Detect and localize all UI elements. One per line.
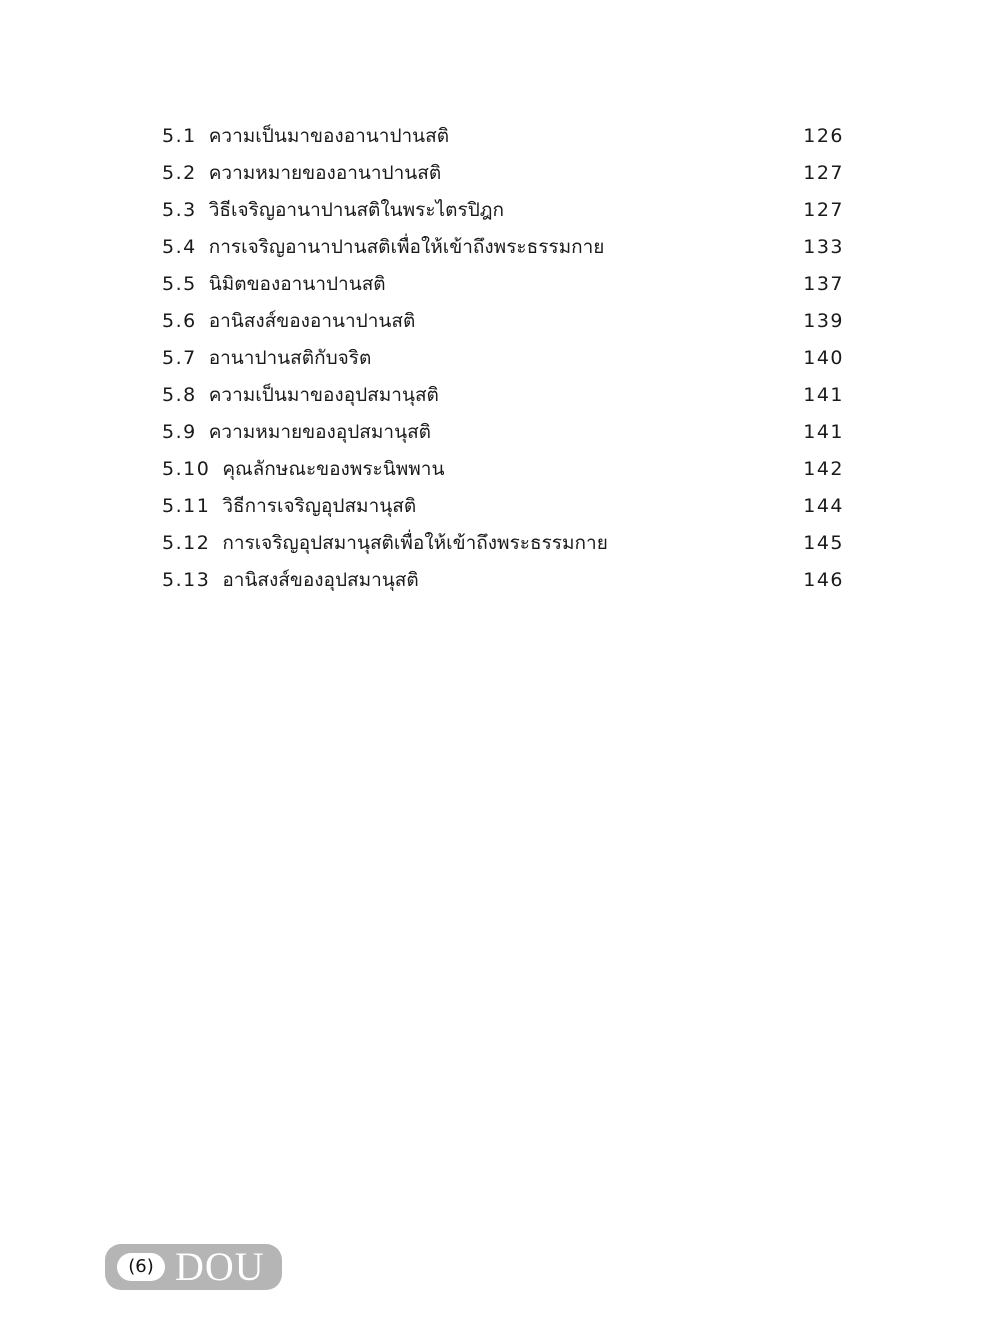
toc-entry-page: 127	[803, 162, 844, 184]
toc-entry-title: อานาปานสติกับจริต	[208, 347, 372, 369]
toc-entry-page: 137	[803, 273, 844, 295]
toc-entry-title: อานิสงส์ของอานาปานสติ	[208, 310, 416, 332]
toc-entry-number: 5.13	[162, 569, 211, 591]
footer-page-badge	[105, 1244, 282, 1290]
toc-entry	[162, 525, 844, 562]
toc-entry	[162, 229, 844, 266]
toc-entry-number: 5.5	[162, 273, 197, 295]
toc-entry-title: นิมิตของอานาปานสติ	[208, 273, 386, 295]
toc-entry-number: 5.10	[162, 458, 211, 480]
toc-entry-page: 146	[803, 569, 844, 591]
toc-entry-number: 5.12	[162, 532, 211, 554]
toc-entry-page: 127	[803, 199, 844, 221]
toc-entry-page: 133	[803, 236, 844, 258]
toc-entry-number: 5.9	[162, 421, 197, 443]
toc-entry-title: การเจริญอุปสมานุสติเพื่อให้เข้าถึงพระธรรมกาย	[222, 532, 608, 554]
toc-entry	[162, 377, 844, 414]
toc-entry	[162, 562, 844, 599]
toc-entry-page: 141	[803, 421, 844, 443]
toc-entry-number: 5.8	[162, 384, 197, 406]
toc-entry	[162, 451, 844, 488]
toc-entry-number: 5.11	[162, 495, 211, 517]
toc-entry	[162, 303, 844, 340]
toc-entry-number: 5.4	[162, 236, 197, 258]
toc-entry-title: ความเป็นมาของอานาปานสติ	[208, 125, 450, 147]
page-number: (6)	[117, 1253, 165, 1281]
toc-entry-number: 5.1	[162, 125, 197, 147]
toc-entry-page: 126	[803, 125, 844, 147]
toc-entry-page: 141	[803, 384, 844, 406]
toc-entry	[162, 266, 844, 303]
toc-entry	[162, 155, 844, 192]
dou-logo: DOU	[175, 1244, 265, 1289]
toc-entry-page: 140	[803, 347, 844, 369]
table-of-contents	[162, 118, 844, 599]
toc-entry-number: 5.7	[162, 347, 197, 369]
toc-entry	[162, 414, 844, 451]
toc-entry	[162, 118, 844, 155]
toc-entry	[162, 192, 844, 229]
toc-entry-page: 139	[803, 310, 844, 332]
toc-entry-title: คุณลักษณะของพระนิพพาน	[222, 458, 445, 480]
toc-entry-title: การเจริญอานาปานสติเพื่อให้เข้าถึงพระธรรมกาย	[208, 236, 605, 258]
toc-entry	[162, 488, 844, 525]
toc-entry-number: 5.2	[162, 162, 197, 184]
toc-entry-number: 5.6	[162, 310, 197, 332]
toc-entry-title: วิธีการเจริญอุปสมานุสติ	[222, 495, 417, 517]
toc-entry-title: วิธีเจริญอานาปานสติในพระไตรปิฎก	[208, 199, 505, 221]
toc-entry-title: ความหมายของอุปสมานุสติ	[208, 421, 432, 443]
toc-entry-number: 5.3	[162, 199, 197, 221]
toc-entry	[162, 340, 844, 377]
toc-entry-page: 145	[803, 532, 844, 554]
toc-entry-title: ความเป็นมาของอุปสมานุสติ	[208, 384, 439, 406]
toc-entry-title: ความหมายของอานาปานสติ	[208, 162, 442, 184]
toc-entry-page: 144	[803, 495, 844, 517]
toc-entry-page: 142	[803, 458, 844, 480]
toc-entry-title: อานิสงส์ของอุปสมานุสติ	[222, 569, 419, 591]
